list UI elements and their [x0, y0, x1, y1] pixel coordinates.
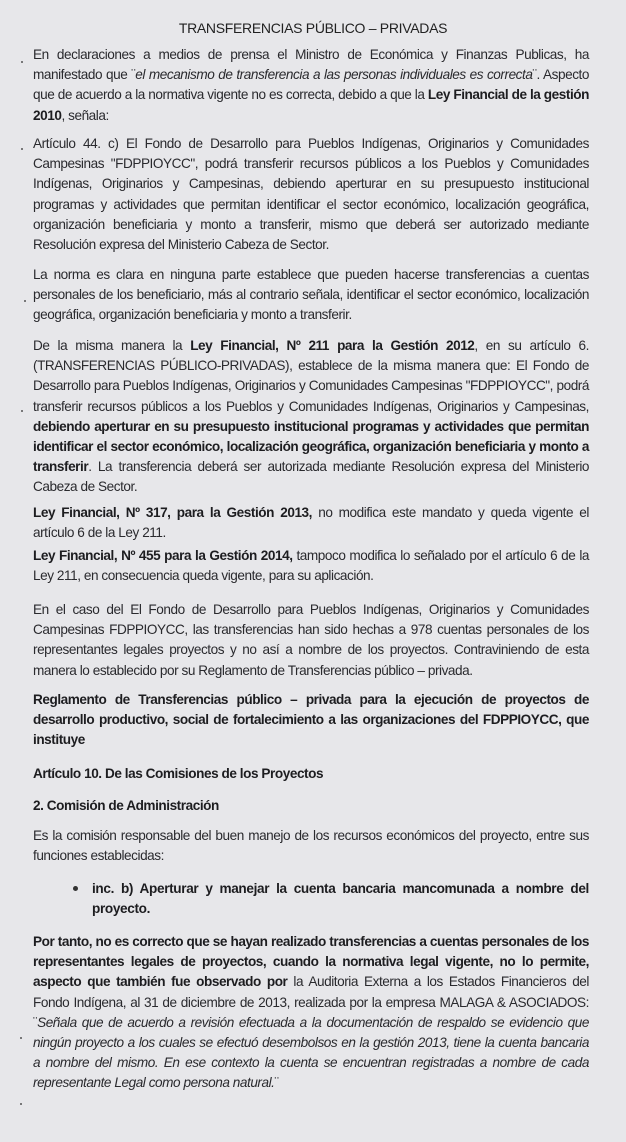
bullet-icon — [73, 886, 78, 891]
paragraph-ley-211: De la misma manera la Ley Financial, Nº 211 para la Gestión 2012, en su artículo 6. (TRANSFERENCIAS PÚBLICO-PRIVADAS), establece de la misma manera que: El Fondo de Desarrollo para Pueblos Indígenas, Originarios y Comunidades Campesinas "FDPPIOYCC", podrá transferir recursos públicos a los Pueblos y Comunidades Indígenas, Originarios y Campesinas, debiendo aperturar en su presupuesto institucional programas y actividades que permitan identificar el sector económico, localización geográfica, organización beneficiaria y monto a transferir. La transferencia deberá ser autorizada mediante Resolución expresa del Ministerio Cabeza de Sector. — [33, 338, 589, 495]
paragraph-reglamento: Reglamento de Transferencias público – privada para la ejecución de proyectos de desarrollo productivo, social de fortalecimiento a las organizaciones del FDPPIOYCC, que instituye — [33, 692, 589, 748]
law-455-reference: Ley Financial, Nº 455 para la Gestión 2014, — [33, 548, 293, 563]
paragraph-conclusion: Por tanto, no es correcto que se hayan realizado transferencias a cuentas personales de los representantes legales de proyectos, cuando la normativa legal vigente, no lo permite, aspecto que también fue observado por la Auditoria Externa a los Estados Financieros del Fondo Indígena, al 31 de diciembre de 2013, realizada por la empresa MALAGA & ASOCIADOS: ¨Señala que de acuerdo a revisión efectuada a la documentación de respaldo se evidencio que ningún proyecto a los cuales se efectuó desembolsos en la gestión 2013, tiene la cuenta bancaria a nombre del mismo. En ese contexto la cuenta se encuentran registradas a nombre de cada representante Legal como persona natural.¨ — [33, 934, 589, 1091]
scan-speck — [21, 410, 23, 412]
law-211-reference: Ley Financial, Nº 211 para la Gestión 2012 — [190, 338, 475, 353]
paragraph-intro: En declaraciones a medios de prensa el Ministro de Económica y Finanzas Publicas, ha manifestado que ¨el mecanismo de transferencia a las personas individuales es correcta¨. Aspecto que de acuerdo a la normativa vigente no es correcta, debido a que la Ley Financial de la gestión 2010, señala: — [33, 47, 589, 123]
quote-minister: el mecanismo de transferencia a las personas individuales es correcta — [135, 67, 533, 83]
document-title: TRANSFERENCIAS PÚBLICO – PRIVADAS — [178, 20, 448, 36]
paragraph-ley-317: Ley Financial, Nº 317, para la Gestión 2013, no modifica este mandato y queda vigente el artículo 6 de la Ley 211. — [33, 505, 589, 541]
paragraph-comision: Es la comisión responsable del buen manejo de los recursos económicos del proyecto, entre sus funciones establecidas: — [33, 828, 589, 864]
scan-speck — [24, 300, 26, 302]
law-211-emphasis: debiendo aperturar en su presupuesto institucional programas y actividades que permitan identificar el sector económico, localización geográfica, organización beneficiaria y monto a transferir — [33, 418, 589, 475]
bullet-text: inc. b) Aperturar y manejar la cuenta bancaria mancomunada a nombre del proyecto. — [92, 881, 589, 917]
paragraph-fondo-case: En el caso del El Fondo de Desarrollo para Pueblos Indígenas, Originarios y Comunidades Campesinas FDPPIOYCC, las transferencias han sido hechas a 978 cuentas personales de los representantes legales proyectos y no así a nombre de los proyectos. Contraviniendo de esta manera lo establecido por su Reglamento de Transferencias público – privada. — [33, 602, 589, 678]
quote-auditoria: Señala que de acuerdo a revisión efectuada a la documentación de respaldo se evidencio que ningún proyecto a los cuales se efectuó desembolsos en la gestión 2013, tiene la cuenta bancaria a nombre del mismo. En ese contexto la cuenta se encuentran registradas a nombre de cada representante Legal como persona natural. — [33, 1014, 589, 1091]
scan-speck — [21, 148, 23, 150]
law-317-reference: Ley Financial, Nº 317, para la Gestión 2013, — [33, 505, 312, 520]
paragraph-ley-455: Ley Financial, Nº 455 para la Gestión 2014, tampoco modifica lo señalado por el artículo 6 de la Ley 211, en consecuencia queda vigente, para su aplicación. — [33, 548, 589, 584]
scan-speck — [21, 61, 23, 63]
law-2010-reference: Ley Financial de la gestión 2010 — [33, 87, 589, 123]
paragraph-article-44: Artículo 44. c) El Fondo de Desarrollo para Pueblos Indígenas, Originarios y Comunidades Campesinas "FDPPIOYCC", podrá transferir recursos públicos a los Pueblos y Comunidades Indígenas, Originarios y Campesinas, debiendo aperturar en su presupuesto institucional programas y actividades que permitan identificar el sector económico, localización geográfica, organización beneficiaria y monto a transferir, mismo que deberá ser autorizado mediante Resolución expresa del Ministerio Cabeza de Sector. — [33, 136, 589, 253]
scan-speck — [20, 1103, 22, 1105]
heading-comision-administracion: 2. Comisión de Administración — [33, 798, 219, 813]
heading-articulo-10: Artículo 10. De las Comisiones de los Proyectos — [33, 766, 324, 781]
scan-speck — [20, 1037, 22, 1039]
paragraph-norma-clara: La norma es clara en ninguna parte establece que pueden hacerse transferencias a cuentas personales de los beneficiario, más al contrario señala, identificar el sector económico, localización geográfica, organización beneficiaria y monto a transferir. — [33, 267, 589, 323]
